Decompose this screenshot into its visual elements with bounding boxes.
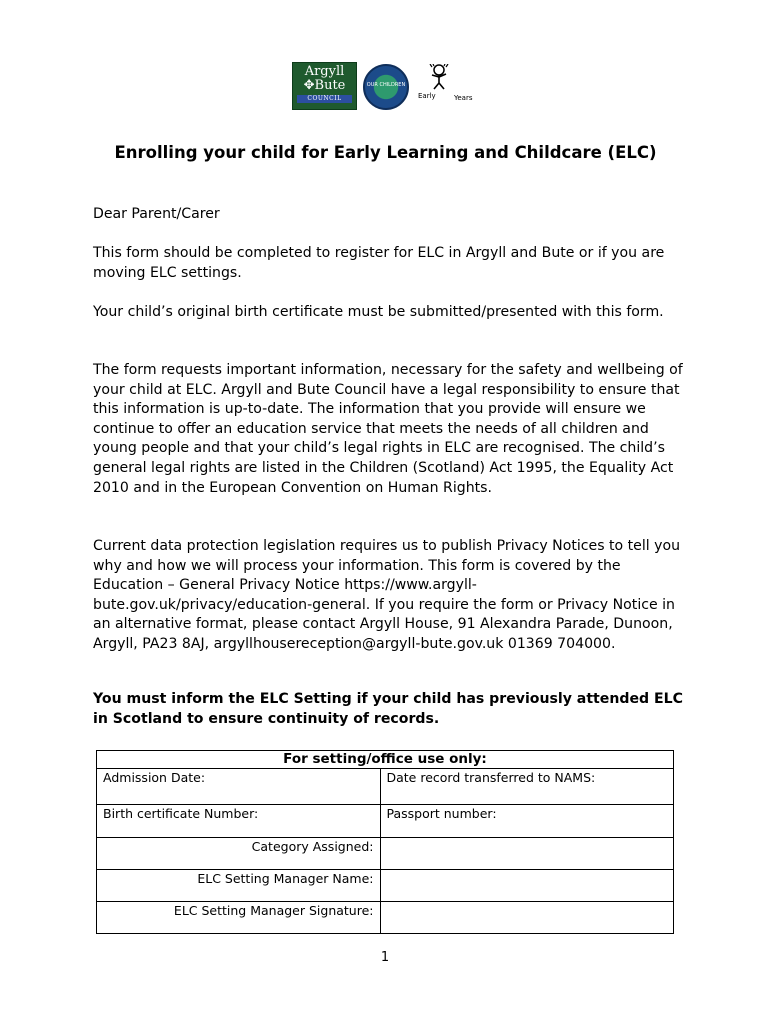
page-title: Enrolling your child for Early Learning and Childcare (ELC) [114,143,657,162]
information-paragraph: The form requests important information, necessary for the safety and wellbeing of your child at ELC. Argyll and Bute Council have a legal responsibility to ensure that this information is up-to-date. The information that you provide will ensure we continue to offer an education service that meets the needs of all children and young people and that your child’s legal rights in ELC are recognised. The child’s general legal rights are listed in the Children (Scotland) Act 1995, the Equality Act 2010 and in the European Convention on Human Rights. [93,362,683,496]
manager-signature-label: ELC Setting Manager Signature: [97,902,381,934]
child-figure-icon [428,64,450,90]
birth-certificate-number-field[interactable]: Birth certificate Number: [97,805,381,838]
office-use-heading: For setting/office use only: [97,751,674,769]
manager-signature-field[interactable] [380,902,674,934]
early-text: Early [418,92,436,100]
intro-paragraph: This form should be completed to register for ELC in Argyll and Bute or if you are moving ELC settings. [93,245,665,281]
office-use-table [96,750,674,934]
privacy-paragraph: Current data protection legislation requires us to publish Privacy Notices to tell you why and how we will process your information. This form is covered by the Education – General Privacy Notice https://www.argyll-bute.gov.uk/privacy/education-general. If you require the form or Privacy Notice in an alternative format, please contact Argyll House, 91 Alexandra Parade, Dunoon, Argyll, PA23 8AJ, argyllhousereception@argyll-bute.gov.uk 01369 704000. [93,538,681,652]
council-logo-line3: COUNCIL [297,95,352,103]
category-assigned-field[interactable] [380,838,674,870]
salutation: Dear Parent/Carer [93,206,220,222]
page-number: 1 [380,950,390,965]
admission-date-field[interactable]: Admission Date: [97,769,381,805]
passport-number-field[interactable]: Passport number: [380,805,674,838]
date-record-transferred-field[interactable]: Date record transferred to NAMS: [380,769,674,805]
continuity-notice: You must inform the ELC Setting if your child has previously attended ELC in Scotland to ensure continuity of records. [93,691,683,727]
manager-name-field[interactable] [380,870,674,902]
council-logo-line1: Argyll [304,64,345,79]
manager-name-label: ELC Setting Manager Name: [97,870,381,902]
council-logo-line2: ✥Bute [303,78,346,93]
birth-certificate-paragraph: Your child’s original birth certificate must be submitted/presented with this form. [93,304,664,320]
early-years-logo [418,62,478,110]
header-logos [292,62,492,110]
argyll-bute-council-logo [292,62,357,110]
our-children-logo [363,64,409,110]
years-text: Years [454,94,473,102]
category-assigned-label: Category Assigned: [97,838,381,870]
circle-logo-text: OUR CHILDREN [366,82,406,88]
